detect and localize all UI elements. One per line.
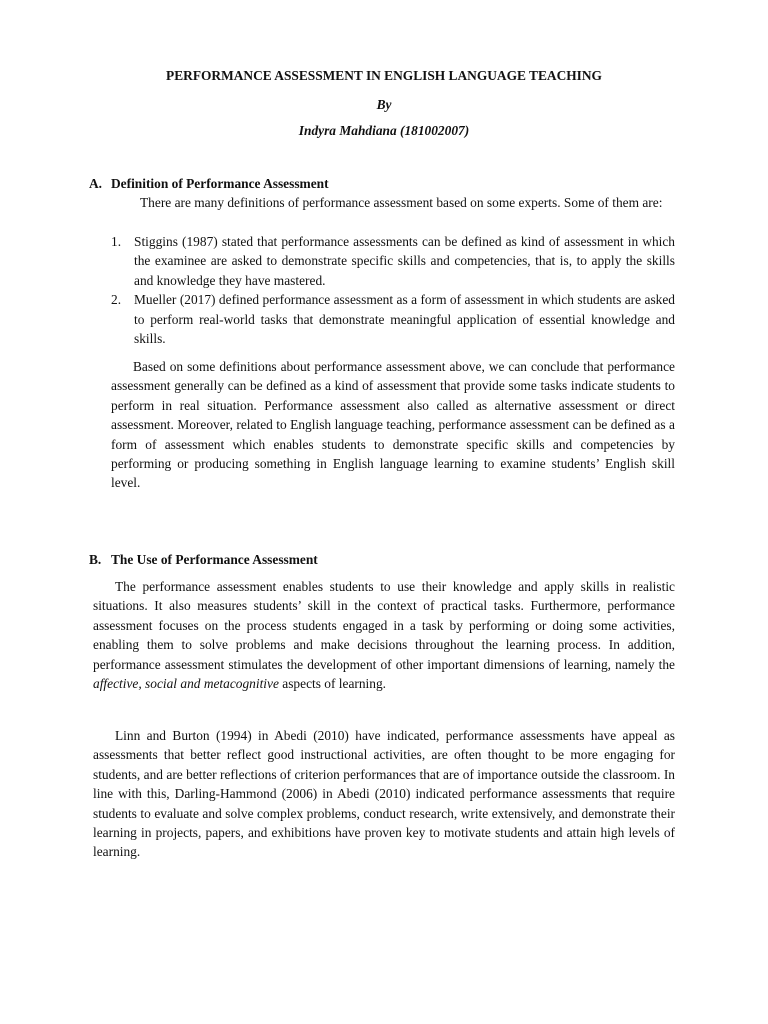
list-item-text: Stiggins (1987) stated that performance assessments can be defined as kind of assessment in which the examinee are asked to demonstrate specific skills and competencies, that is, to apply the skills and knowledge they have mastered. (134, 234, 675, 288)
author-name: Indyra Mahdiana (181002007) (298, 123, 470, 138)
section-b-paragraph-1 (93, 577, 675, 693)
list-item (111, 290, 675, 348)
section-b-letter: B. (89, 552, 102, 567)
section-a-intro: There are many definitions of performance assessment based on some experts. Some of them are: (140, 195, 663, 210)
list-item-number: 2. (111, 292, 122, 308)
document-title: PERFORMANCE ASSESSMENT IN ENGLISH LANGUAGE TEACHING (166, 68, 602, 83)
section-a-conclusion: Based on some definitions about performance assessment above, we can conclude that performance assessment generally can be defined as a kind of assessment that provide some tasks indicate students to perform in real situation. Performance assessment also called as alternative assessment or direct assessment. Moreover, related to English language teaching, performance assessment can be defined as a form of assessment which enables students to demonstrate specific skills and competencies by performing or producing something in English language learning to examine students’ English skill level. (111, 359, 675, 491)
list-item (111, 232, 675, 290)
section-a-heading (89, 175, 329, 193)
definition-list (111, 232, 675, 348)
section-b-heading (89, 551, 318, 569)
section-b-heading-text: The Use of Performance Assessment (111, 552, 318, 567)
section-b-paragraph-2: Linn and Burton (1994) in Abedi (2010) have indicated, performance assessments have appeal as assessments that better reflect good instructional activities, are often thought to be more engaging for students, and are better reflections of criterion performances that are of importance outside the classroom. In line with this, Darling-Hammond (2006) in Abedi (2010) indicated performance assessments that require students to evaluate and solve complex problems, conduct research, write extensively, and demonstrate their learning in projects, papers, and exhibitions have proven key to motivate students and attain high levels of learning. (93, 728, 675, 860)
paragraph-text: The performance assessment enables students to use their knowledge and apply skills in realistic situations. It also measures students’ skill in the context of practical tasks. Furthermore, performance assessment focuses on the process students engaged in a task by performing or doing some activities, enabling them to solve problems and make decisions throughout the learning process. In addition, performance assessment stimulates the development of other important dimensions of learning, namely the (93, 579, 675, 672)
section-a-heading-text: Definition of Performance Assessment (111, 176, 329, 191)
byline: By (376, 97, 392, 112)
paragraph-italic-text: affective, social and metacognitive (93, 676, 279, 692)
list-item-text: Mueller (2017) defined performance assessment as a form of assessment in which students are asked to perform real-world tasks that demonstrate meaningful application of essential knowledge and skills. (134, 292, 675, 347)
paragraph-text-end: aspects of learning. (278, 676, 387, 692)
list-item-number: 1. (111, 234, 122, 249)
section-a-letter: A. (89, 176, 103, 191)
